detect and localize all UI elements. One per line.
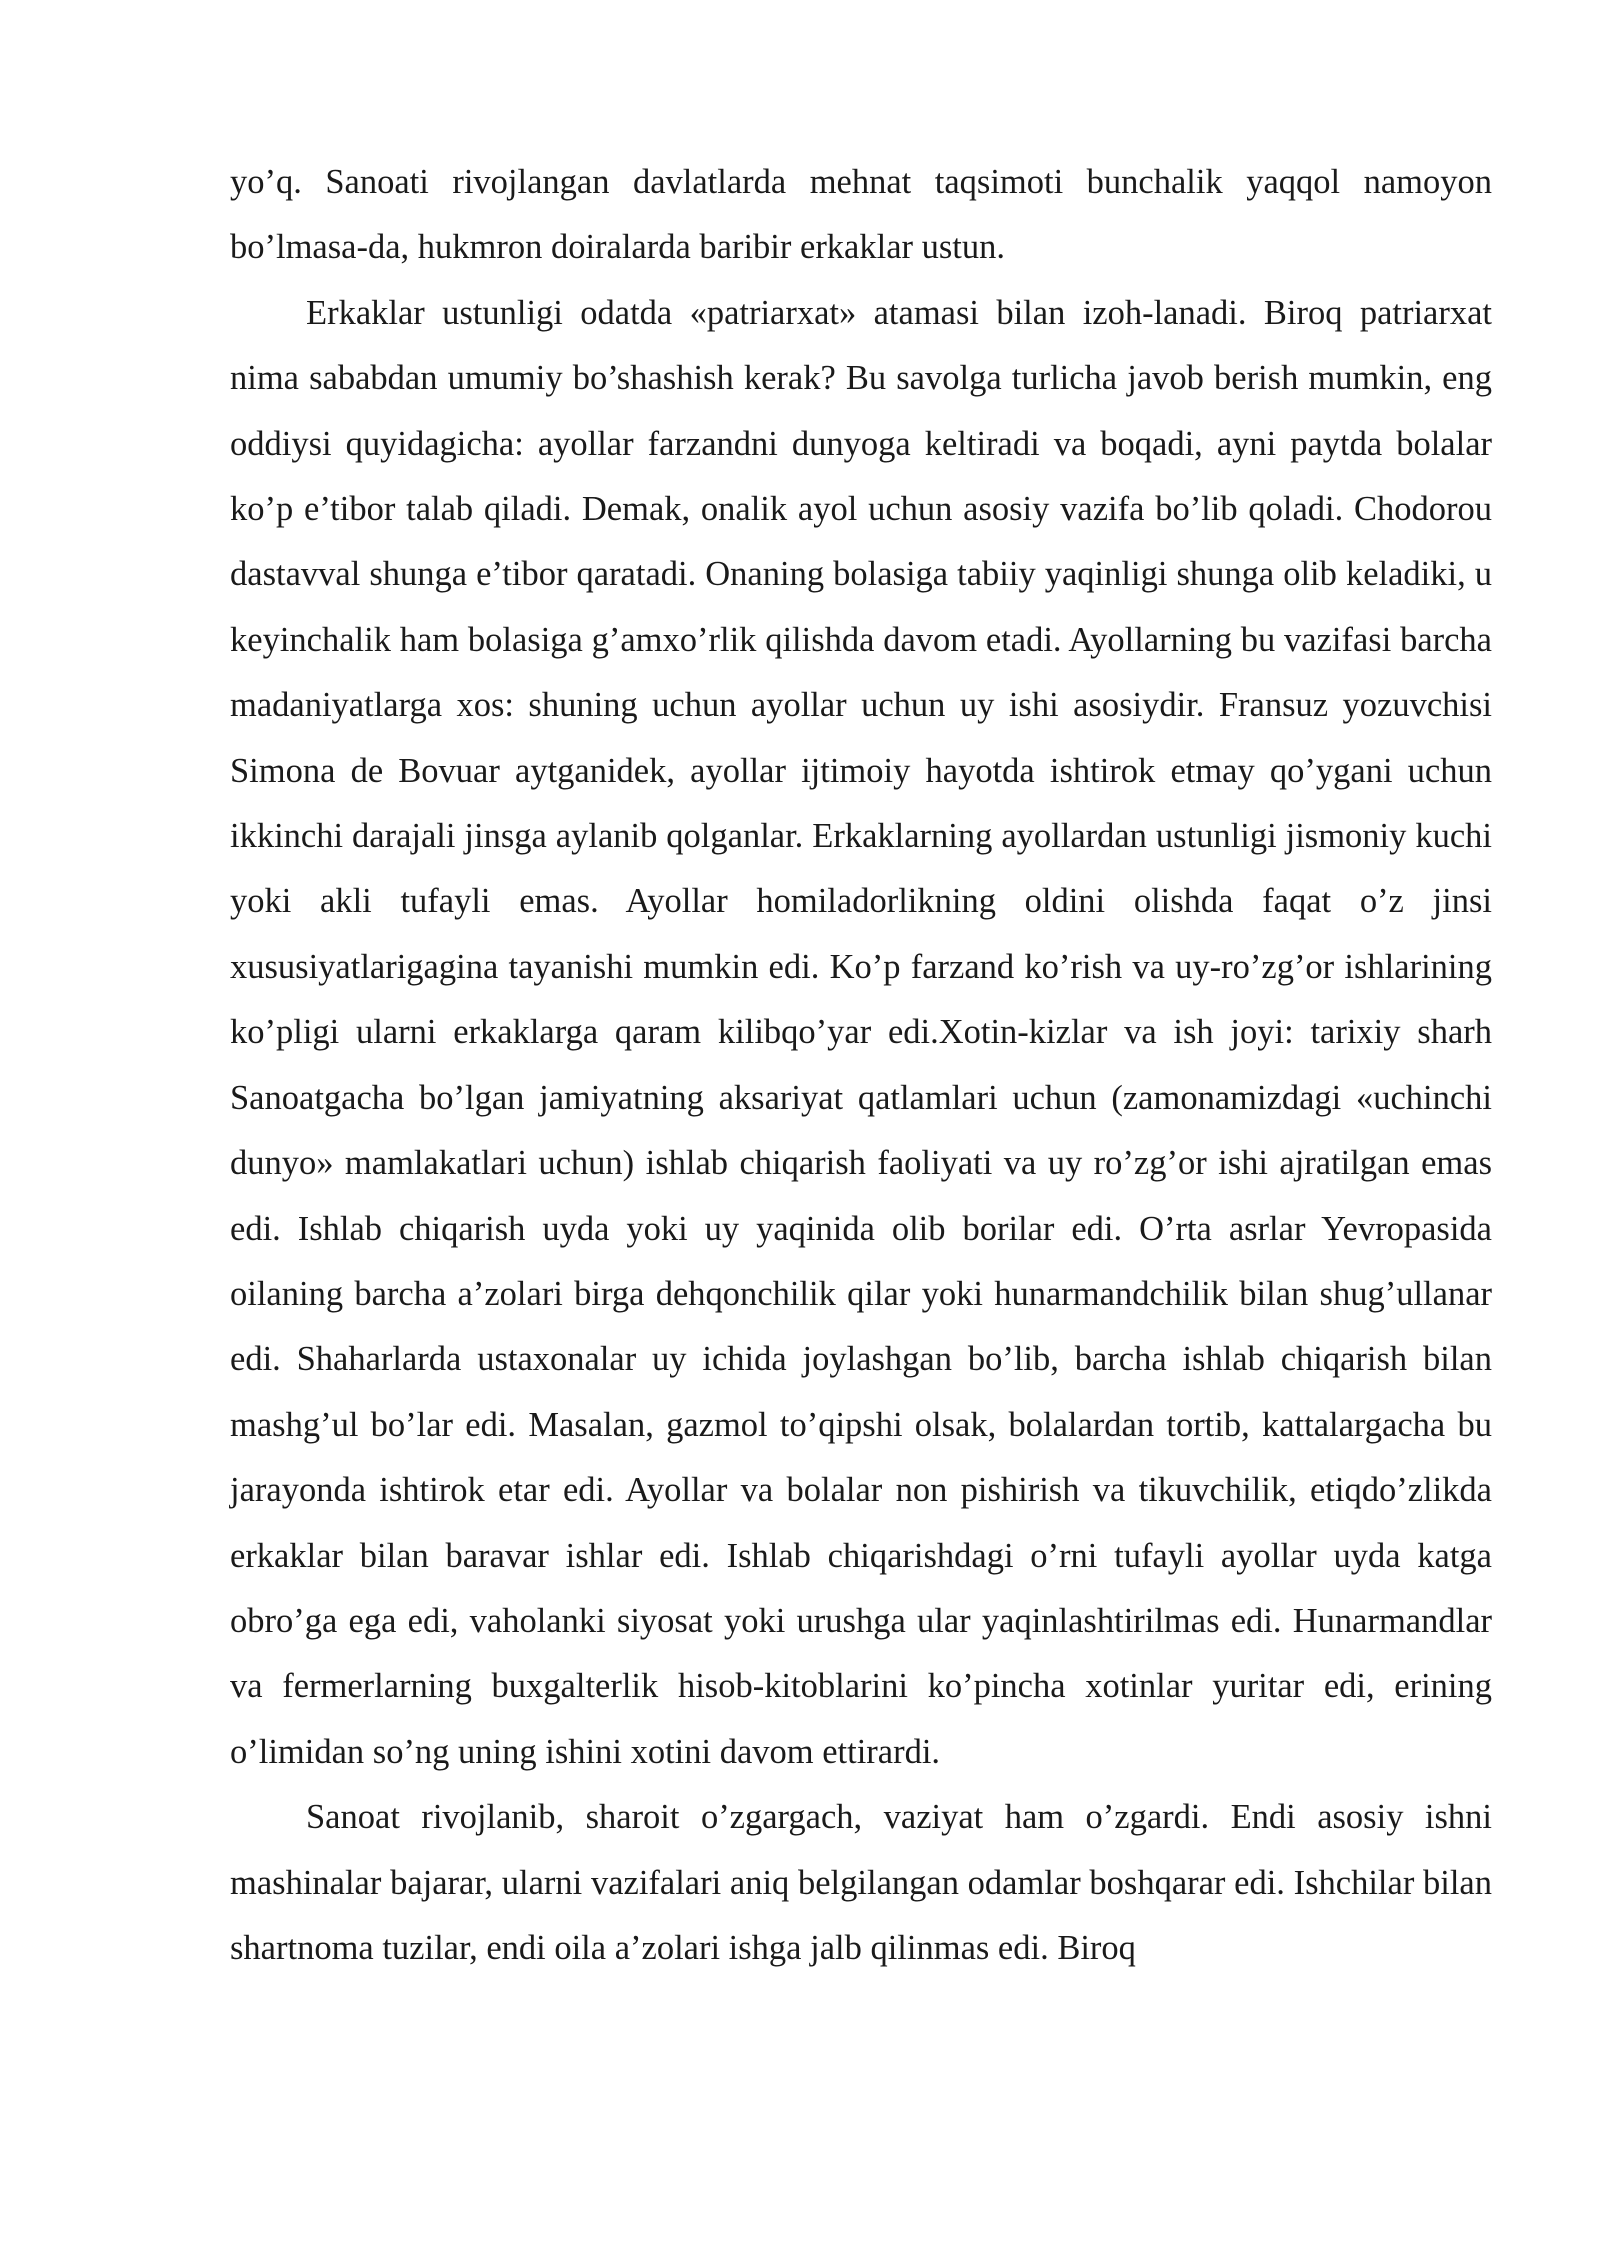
document-page xyxy=(230,150,1492,1981)
paragraph-continuation: yo’q. Sanoati rivojlangan davlatlarda mehnat taqsimoti bunchalik yaqqol namoyon bo’lmasa-da, hukmron doiralarda baribir erkaklar ustun. xyxy=(230,163,1492,267)
paragraph-industrialization: Sanoat rivojlanib, sharoit o’zgargach, vaziyat ham o’zgardi. Endi asosiy ishni mashinalar bajarar, ularni vazifalari aniq belgilangan odamlar boshqarar edi. Ishchilar bilan shartnoma tuzilar, endi oila a’zolari ishga jalb qilinmas edi. Biroq xyxy=(230,1798,1492,1967)
paragraph-patriarchy: Erkaklar ustunligi odatda «patriarxat» atamasi bilan izoh-lanadi. Biroq patriarxat nima sababdan umumiy bo’shashish kerak? Bu savolga turlicha javob berish mumkin, eng oddiysi quyidagicha: ayollar farzandni dunyoga keltiradi va boqadi, ayni paytda bolalar ko’p e’tibor talab qiladi. Demak, onalik ayol uchun asosiy vazifa bo’lib qoladi. Chodorou dastavval shunga e’tibor qaratadi. Onaning bolasiga tabiiy yaqinligi shunga olib keladiki, u keyinchalik ham bolasiga g’amxo’rlik qilishda davom etadi. Ayollarning bu vazifasi barcha madaniyatlarga xos: shuning uchun ayollar uchun uy ishi asosiydir. Fransuz yozuvchisi Simona de Bovuar aytganidek, ayollar ijtimoiy hayotda ishtirok etmay qo’ygani uchun ikkinchi darajali jinsga aylanib qolganlar. Erkaklarning ayollardan ustunligi jismoniy kuchi yoki akli tufayli emas. Ayollar homiladorlikning oldini olishda faqat o’z jinsi xususiyatlarigagina tayanishi mumkin edi. Ko’p farzand ko’rish va uy-ro’zg’or ishlarining ko’pligi ularni erkaklarga qaram kilibqo’yar edi.Xotin-kizlar va ish joyi: tarixiy sharh Sanoatgacha bo’lgan jamiyatning aksariyat qatlamlari uchun (zamonamizdagi «uchinchi dunyo» mamlakatlari uchun) ishlab chiqarish faoliyati va uy ro’zg’or ishi ajratilgan emas edi. Ishlab chiqarish uyda yoki uy yaqinida olib borilar edi. O’rta asrlar Yevropasida oilaning barcha a’zolari birga dehqonchilik qilar yoki hunarmandchilik bilan shug’ullanar edi. Shaharlarda ustaxonalar uy ichida joylashgan bo’lib, barcha ishlab chiqarish bilan mashg’ul bo’lar edi. Masalan, gazmol to’qipshi olsak, bolalardan tortib, kattalargacha bu jarayonda ishtirok etar edi. Ayollar va bolalar non pishirish va tikuvchilik, etiqdo’zlikda erkaklar bilan baravar ishlar edi. Ishlab chiqarishdagi o’rni tufayli ayollar uyda katga obro’ga ega edi, vaholanki siyosat yoki urushga ular yaqinlashtirilmas edi. Hunarmandlar va fermerlarning buxgalterlik hisob-kitoblarini ko’pincha xotinlar yuritar edi, erining o’limidan so’ng uning ishini xotini davom ettirardi. xyxy=(230,293,1492,1771)
